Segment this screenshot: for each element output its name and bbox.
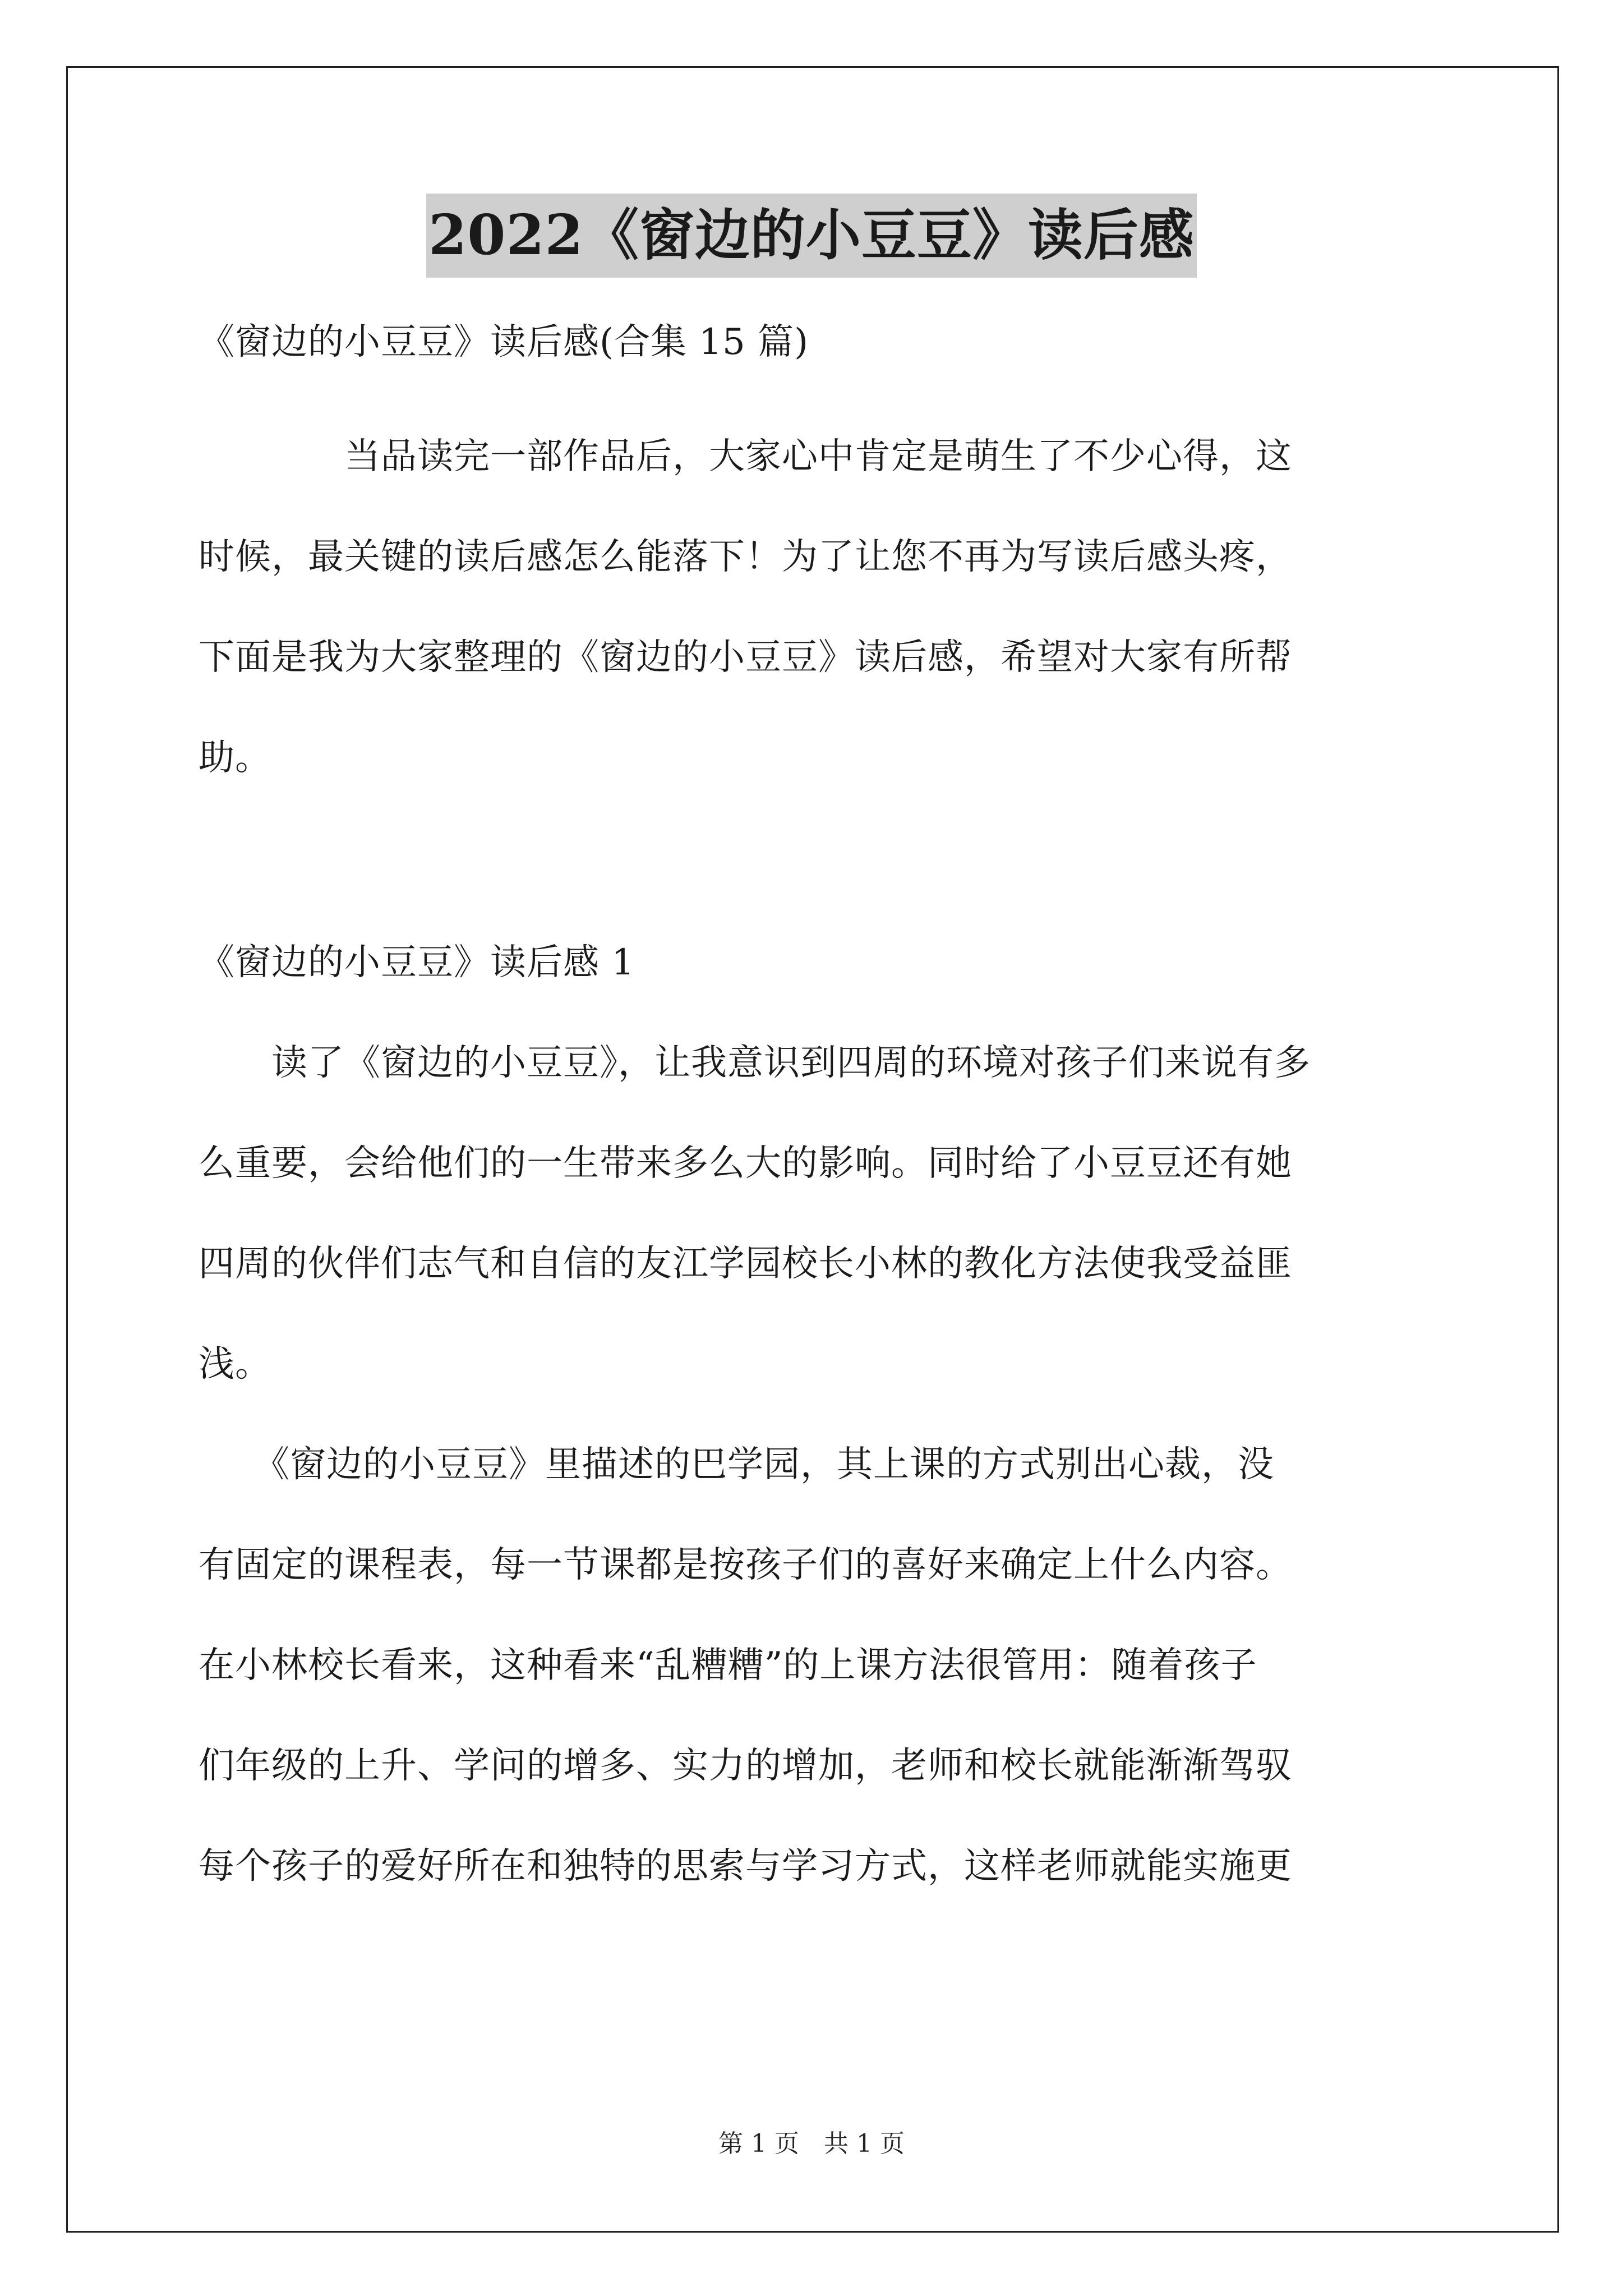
paragraph-line: 助。: [199, 737, 271, 779]
paragraph-line: 四周的伙伴们志气和自信的友江学园校长小林的教化方法使我受益匪: [199, 1243, 1292, 1285]
paragraph-line: 在小林校长看来，这种看来“乱糟糟”的上课方法很管用：随着孩子: [199, 1645, 1257, 1686]
paragraph-line: 么重要，会给他们的一生带来多么大的影响。同时给了小豆豆还有她: [199, 1143, 1292, 1184]
paragraph-line: 读了《窗边的小豆豆》，让我意识到四周的环境对孩子们来说有多: [199, 1042, 1311, 1084]
section-heading: 《窗边的小豆豆》读后感 1: [199, 942, 635, 983]
paragraph-line: 时候，最关键的读后感怎么能落下！为了让您不再为写读后感头疼，: [199, 536, 1292, 578]
section-gap: [199, 808, 1430, 912]
title-container: [0, 194, 1623, 278]
page-footer: 第 1 页 共 1 页: [718, 2129, 905, 2158]
paragraph-line: 当品读完一部作品后，大家心中肯定是萌生了不少心得，这: [199, 436, 1292, 477]
paragraph-line: 们年级的上升、学问的增多、实力的增加，老师和校长就能渐渐驾驭: [199, 1745, 1292, 1787]
paragraph-line: 下面是我为大家整理的《窗边的小豆豆》读后感，希望对大家有所帮: [199, 637, 1292, 678]
paragraph-1: [199, 1013, 1430, 1415]
paragraph-line: 有固定的课程表，每一节课都是按孩子们的喜好来确定上什么内容。: [199, 1544, 1292, 1586]
intro-paragraph: [199, 407, 1430, 808]
subtitle: 《窗边的小豆豆》读后感(合集 15 篇): [199, 321, 809, 363]
paragraph-line: 浅。: [199, 1343, 271, 1385]
document-body: [199, 311, 1430, 1917]
paragraph-line: 《窗边的小豆豆》里描述的巴学园，其上课的方式别出心裁，没: [199, 1444, 1274, 1485]
document-title: 2022《窗边的小豆豆》读后感: [426, 194, 1197, 278]
paragraph-line: 每个孩子的爱好所在和独特的思索与学习方式，这样老师就能实施更: [199, 1846, 1292, 1887]
paragraph-2: [199, 1415, 1430, 1917]
